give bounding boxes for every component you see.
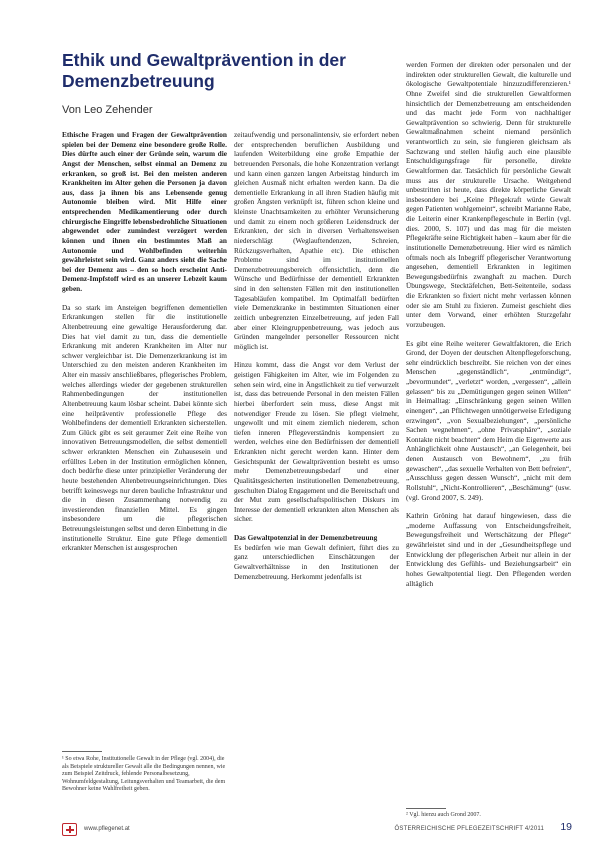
column-3 <box>406 60 571 597</box>
footnote-left: ¹ So etwa Rohe, Institutionelle Gewalt in der Pflege (vgl. 2004), die als Beispiele struktureller Gewalt alle die Bedingungen nennen, wie zum Beispiel Zeitdruck, fehlende Personalbesetzung, Wohnumfeldgestaltung, Leitungsverhalten und Teamarbeit, die dem Bewohner keine Wahlfreiheit geben. <box>62 756 226 793</box>
footnote-right: ² Vgl. hierzu auch Grond 2007. <box>406 812 481 818</box>
page-number: 19 <box>560 821 572 833</box>
red-cross-logo-icon <box>62 823 77 836</box>
body-paragraph: Es bedürfen wie man Gewalt definiert, führt dies zu ganz unterschiedlichen Einschätzungen der Gewaltverhältnisse in den Institutionen der Demenzbetreuung. Herkommt jedenfalls ist <box>234 542 399 581</box>
section-heading: Das Gewaltpotenzial in der Demenzbetreuung <box>234 533 378 542</box>
article-title: Ethik und Gewaltprävention in der Demenzbetreuung <box>62 50 346 91</box>
lead-paragraph: Ethische Fragen und Fragen der Gewaltprävention spielen bei der Demenz eine besondere große Rolle. Dies dürfte auch einer der Gründe sein, warum die Angst der Menschen, selbst einmal an Demenz zu erkranken, so groß ist. Bei den meisten anderen Krankheiten im Alter gehen die Personen ja davon aus, dass ja ihnen bis ans Lebensende genug Autonomie bleiben wird. Mit Hilfe einer entsprechenden Medikamentierung oder durch chirurgische Eingriffe lebensbedrohliche Situationen abgewendet oder zumindest verzögert werden können und ihnen ein bestimmtes Maß an Autonomie und Wohlbefinden weiterhin gewährleistet sein wird. Ganz anders sieht die Sache bei der Demenz aus – den so hoch erscheint Anti-Demenz-Impfstoff wird es an unserer Lebzeit kaum geben. <box>62 130 227 293</box>
article-author: Von Leo Zehender <box>62 104 153 116</box>
body-paragraph: Kathrin Gröning hat darauf hingewiesen, dass die „moderne Auffassung von Entscheidungsfreiheit, Bewegungsfreiheit und Wertschätzung der Pflege“ gewährleistet sind und in der „Gesundheitspflege und Entwicklung der pflegerischen Arbeit nur allein in der Entwicklung des Gefühls- und Beziehungsarbeit“ ein hohes Gewaltpotential liegt. Den Pflegenden werden alltäglich <box>406 511 571 588</box>
body-paragraph: Es gibt eine Reihe weiterer Gewaltfaktoren, die Erich Grond, der Doyen der deutschen Altenpflegeforschung, sehr eindrücklich beschreibt. Sie reichen von der eines Menschen „gegenständlich“, „entmündigt“, „bevormundet“, „verletzt“ worden, „vergessen“, „allein gelassen“ bis zu „Demütigungen gegen seinen Willen“ in Heimalltag: „Einschränkung gegen seinen Willen einengen“, „an Pflichtwegen unnötigerweise Erledigung erzwingen“, „von Sexualbeziehungen“, „persönliche Sachen wegnehmen“, „ohne Privatsphäre“, „soziale Kontakte nicht beachten“ dem Heim die Eigenwerte aus Anhänglichkeit ohne Austausch“, „an Gelegenheit, bei denen Austausch von Bewohnern“, „zu früh gewaschen“, „das sexuelle Verhalten von Bett befreien“, „Ausschluss gegen dessen Wunsch“, „nicht mit dem Rollstuhl“, „Nicht-Kontrollieren“, „Beschämung“ (usw. (vgl. Grond 2007, S. 249). <box>406 338 571 502</box>
footnote-divider <box>62 751 102 752</box>
body-paragraph: werden Formen der direkten oder personalen und der indirekten oder strukturellen Gewalt, die kulturelle und ökologische Gewaltpotentiale hinzuzudifferenzieren.¹ Ohne Zweifel sind die strukturellen Gewaltformen hinsichtlich der Demenzbetreuung am entscheidenden und das macht jede Form von nachhaltiger Gewaltprävention so schwierig. Denn für strukturelle Gewaltmaßnahmen scheint niemand persönlich verantwortlich zu sein, sie fungieren gleichsam als Sachzwang und stellen häufig auch eine plausible Entschuldigungsfrage für personelle, direkte Gewaltformen dar. Tatsächlich für persönliche Gewalt muss aus der strukturelle Ursache. Weitgehend unbestritten ist heute, dass direkte körperliche Gewalt insbesondere bei „Keine Pflegekraft würde Gewalt gegen Patienten wohlgemeint“, schreibt Marianne Rabe, die Leiterin einer Krankenpflegeschule in Berlin (vgl. dies. 2000, S. 107) und das mag für die meisten Pflegekräfte seine Richtigkeit haben – kaum aber für die institutionelle Demenzbetreuung. Hier wird es nämlich oftmals noch als Inbegriff pflegerischer Verantwortung angesehen, dementiell Erkrankten in legitimen Bewegungsbedürfnis zwanghaft zu machen. Durch Übungswege, Stecktäfelchen, Bett-Seitenteile, sodass die Erkrankten so fixiert nicht mehr verlassen können oder sie am Stuhl zu fixieren. Zumeist geschieht dies unter dem Vorwand, einer erhöhten Sturzgefahr vorzubeugen. <box>406 60 571 329</box>
column-2 <box>234 130 399 590</box>
column-1 <box>62 130 227 562</box>
journal-name: ÖSTERREICHISCHE PFLEGEZEITSCHRIFT 4/2011 <box>394 826 544 832</box>
body-paragraph: zeitaufwendig und personalintensiv, sie erfordert neben der entsprechenden beruflichen Ausbildung und laufenden Weiterbildung eine große Empathie der betreuenden Personals, die hohe Konzentration verlangt und kann einen ganzen langen Arbeitstag hindurch im gleichen Ausmaß nicht erhalten werden kann. Da die dementielle Erkrankung in all ihren Stadien häufig mit großen Ängsten verknüpft ist, führen schon kleine und kleinste Unachtsamkeiten zu erhöhter Verunsicherung und damit zu einem noch größeren Leidensdruck der Erkrankten, der sich in diversen Verhaltensweisen niederschlägt (Weglauftendenzen, Schreien, Rückzugsverhalten, Apathie etc). Die ethischen Probleme sind im institutionellen Demenzbetreuungsbereich offensichtlich, denn die Wünsche und Bedürfnisse der dementiell Erkrankten sind in den seltensten Fällen mit den institutionellen Tagesabläufen kompatibel. Im Optimalfall bedürften viele Demenzkranke in bestimmten Situationen einer zeitlich unbegrenzten Einzelbetreuung, auf jeden Fall aber einer Kleingruppenbetreuung, was jedoch aus Gründen mangelnder personeller Ressourcen nicht möglich ist. <box>234 130 399 351</box>
website-link[interactable]: www.pflegenet.at <box>84 826 130 832</box>
footnote-divider <box>406 808 446 809</box>
body-paragraph: Da so stark im Ansteigen begriffenen dementiellen Erkrankungen stellen für die institutionelle Altenbetreuung eine gewaltige Herausforderung dar. Dies hat viel damit zu tun, dass die dementielle Erkrankung mit anderen Krankheiten im Alter nur schwer vergleichbar ist. Die Demenzerkrankung ist im Unterschied zu den meisten anderen Krankheiten im Alter ein massiv anschließbares, pflegerisches Problem, welches allerdings wieder der gegebenen strukturellen Rahmenbedingungen der institutionellen Altenbetreuung kaum lösbar scheint. Dabei könnte sich eine heilpräventiv professionelle Pflege des Wohlbefindens der dementiell Erkrankten sicherstellen. Zum Glück gibt es seit geraumer Zeit eine Reihe von innovativen Betreuungsmodellen, die selbst dementiell schwer erkrankten Menschen ein Zuhausesein und erfülltes Leben in der Institution ermöglichen können, doch bedürfte diese unter prinzipieller Veränderung der heute bestehenden Altenbetreuungseinrichtungen. Dies betrifft keineswegs nur deren bauliche Infrastruktur und die in diesen Zusammenhang notwendig zu investierenden finanziellen Mittel. Es gingen insbesondere um die pflegerischen Betreuungsleistungen selbst und deren Einbettung in die institutionelle Struktur. Eine gute Pflege dementiell erkrankter Menschen ist ausgesprochen <box>62 302 227 553</box>
page-footer <box>62 823 572 837</box>
body-paragraph: Hinzu kommt, dass die Angst vor dem Verlust der geistigen Fähigkeiten im Alter, wie im Folgenden zu sehen sein wird, eine in Ängstlichkeit zu tief verwurzelt ist, dass das betreuende Personal in den meisten Fällen hierbei überfordert sein muss, diese Angst mit notwendiger Freude zu lösen. Sie pflegt vielmehr, ungewollt und mit einem ziemlich niederem, schon tiefen inneren Pflegeverständnis kompensiert zu werden, welches eine den Bedürfnissen der dementiell Erkrankten nicht gerecht werden kann. Hinter dem Gesichtspunkt der Gewaltprävention besteht es umso mehr Demenzbetreuungsbedarf und einer Qualitätsgesicherten institutionellen Demenzbetreuung, geschulten Dialog Engagement und die Bereitschaft und der Mut zum gesellschaftspolitischen Diskurs im Interesse der dementiell erkrankten alten Menschen als sicher. <box>234 360 399 524</box>
